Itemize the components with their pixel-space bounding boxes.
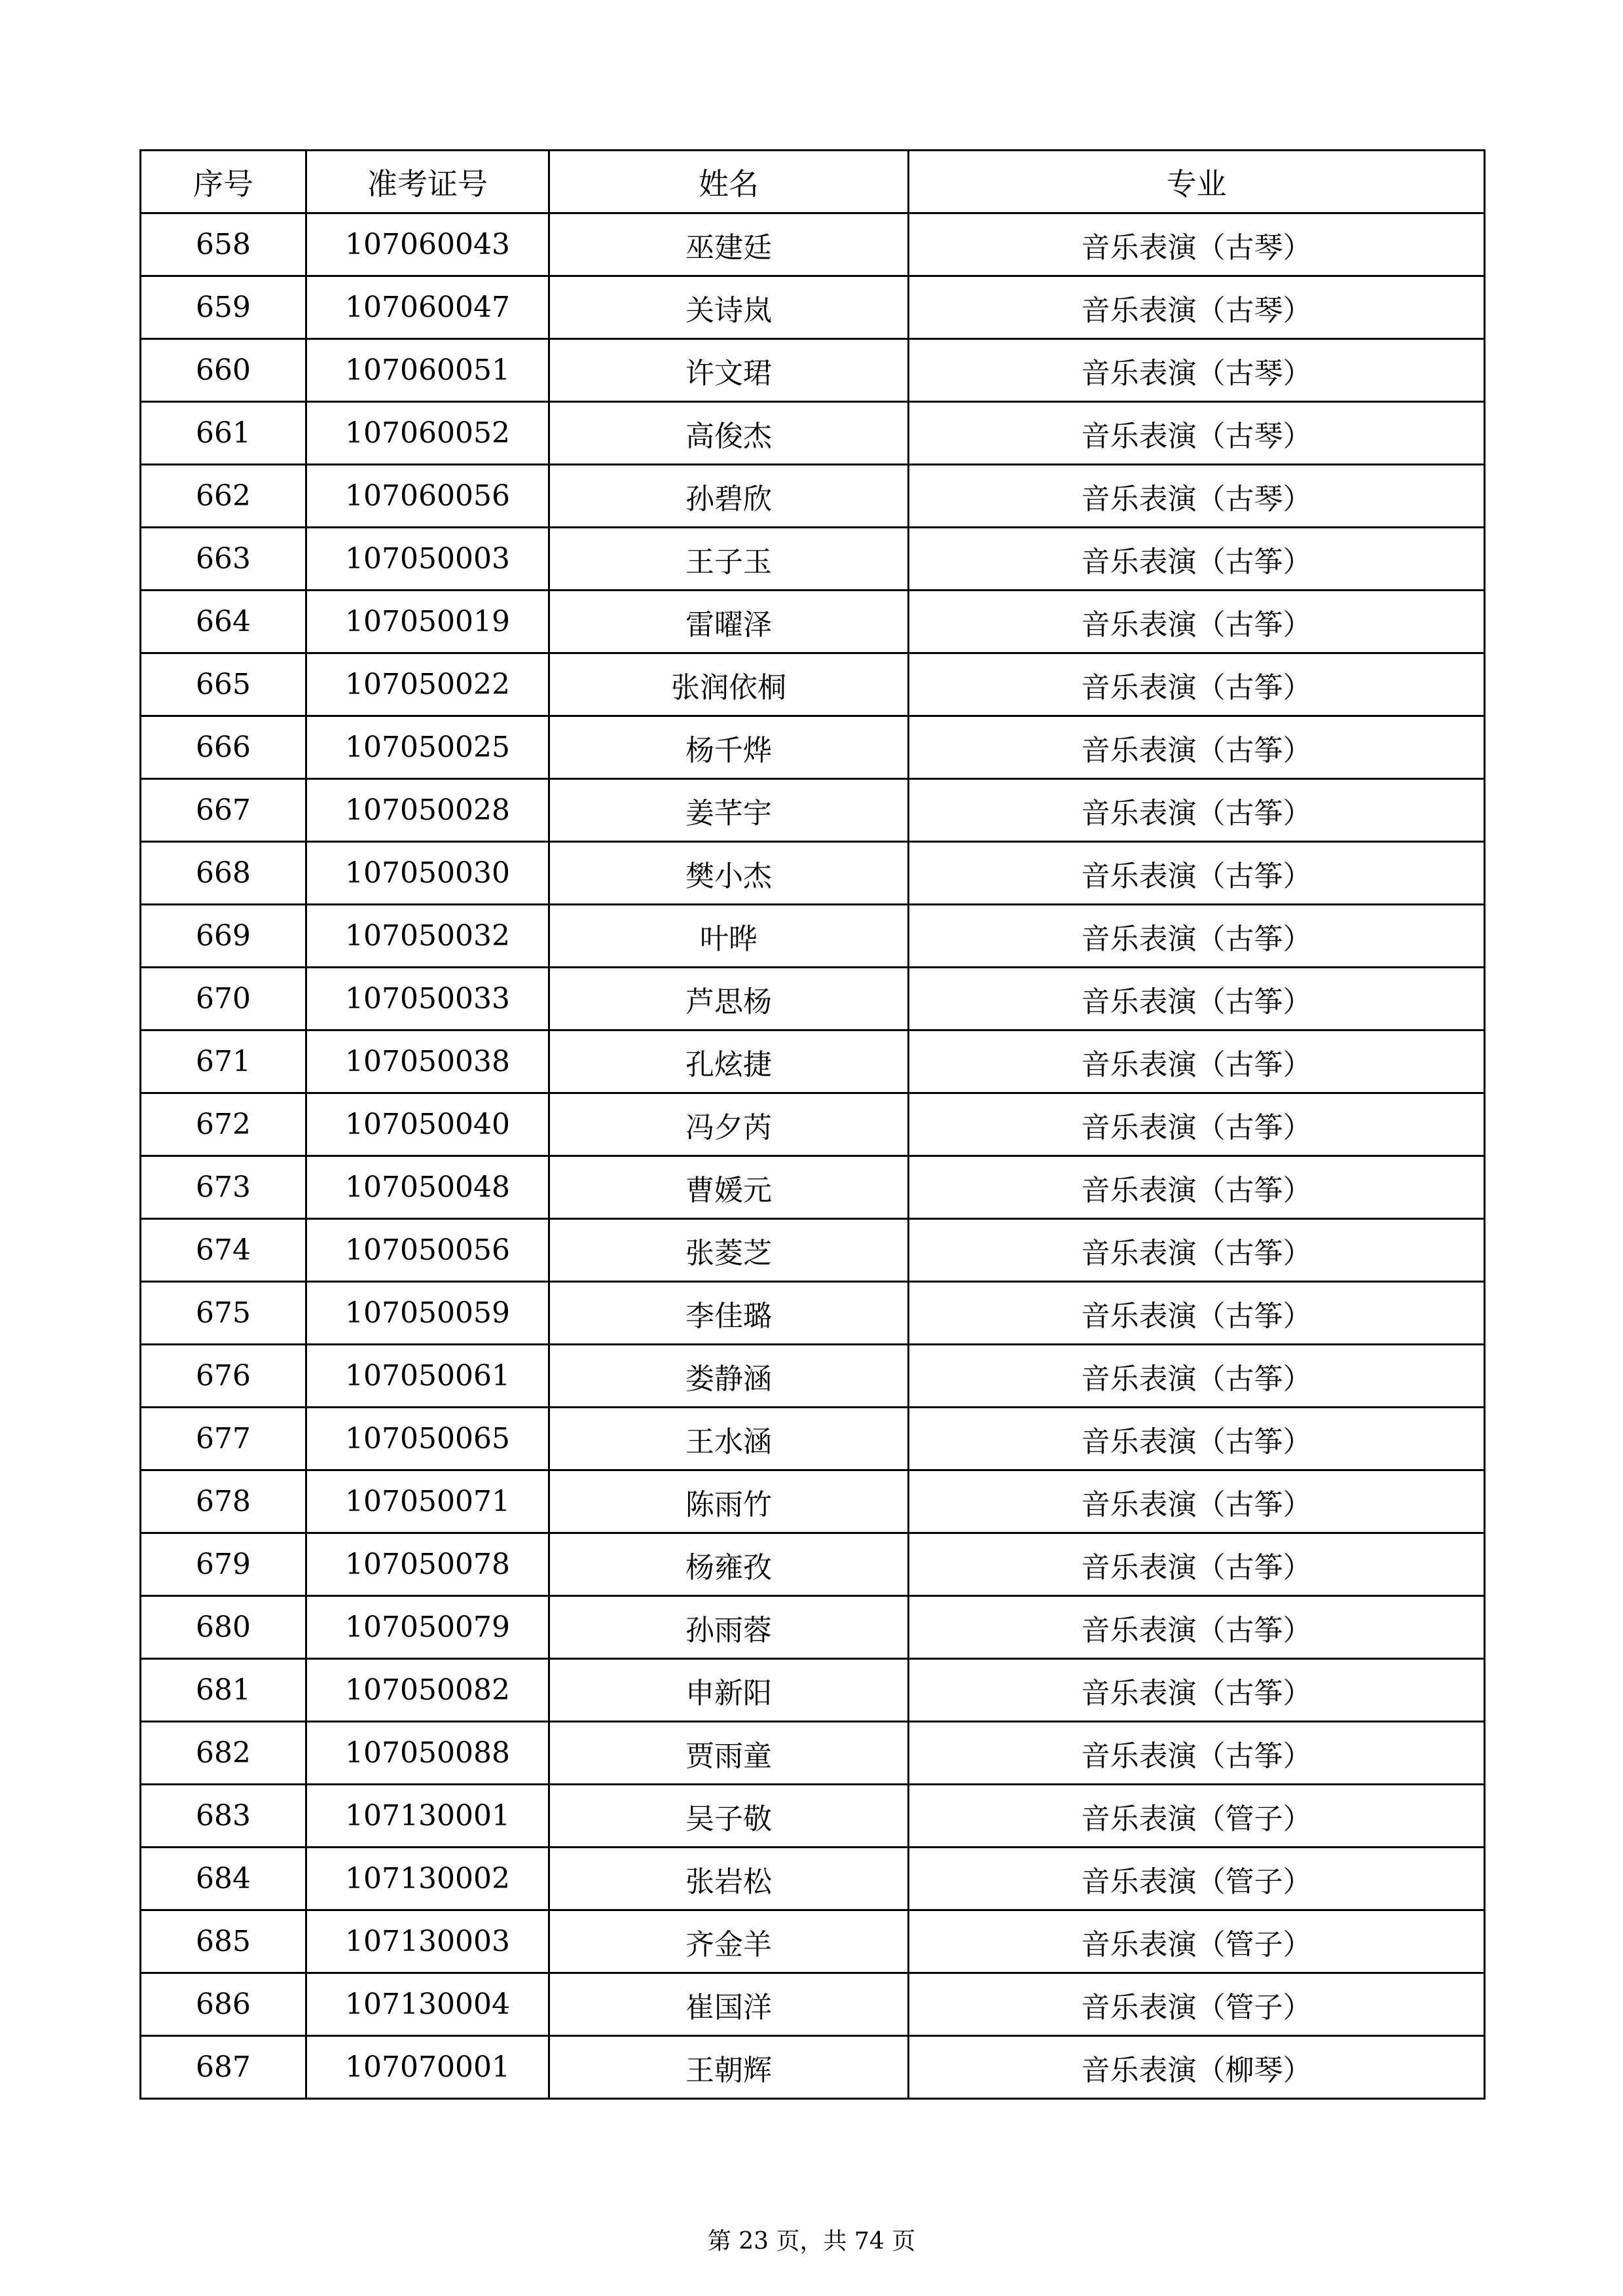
cell-seq: 682 [141, 1722, 306, 1785]
table-row [141, 1345, 1485, 1408]
page-number-footer: 第 23 页，共 74 页 [707, 2228, 916, 2255]
cell-major: 音乐表演（柳琴） [909, 2036, 1485, 2099]
cell-exam-id: 107050078 [306, 1533, 549, 1596]
cell-name: 雷曜泽 [549, 591, 909, 653]
cell-exam-id: 107050061 [306, 1345, 549, 1408]
cell-major: 音乐表演（古筝） [909, 905, 1485, 968]
cell-exam-id: 107050028 [306, 779, 549, 842]
cell-exam-id: 107060047 [306, 276, 549, 339]
cell-name: 娄静涵 [549, 1345, 909, 1408]
cell-major: 音乐表演（古筝） [909, 591, 1485, 653]
cell-name: 陈雨竹 [549, 1470, 909, 1533]
cell-major: 音乐表演（古琴） [909, 339, 1485, 402]
table-row [141, 1408, 1485, 1470]
cell-name: 张岩松 [549, 1848, 909, 1910]
cell-major: 音乐表演（古筝） [909, 1093, 1485, 1156]
cell-seq: 672 [141, 1093, 306, 1156]
cell-exam-id: 107050033 [306, 968, 549, 1030]
cell-seq: 673 [141, 1156, 306, 1219]
cell-major: 音乐表演（古筝） [909, 1345, 1485, 1408]
table-row [141, 842, 1485, 905]
header-name: 姓名 [549, 151, 909, 213]
cell-exam-id: 107060056 [306, 465, 549, 528]
cell-name: 冯夕芮 [549, 1093, 909, 1156]
cell-name: 高俊杰 [549, 402, 909, 465]
header-major: 专业 [909, 151, 1485, 213]
cell-exam-id: 107060052 [306, 402, 549, 465]
cell-seq: 687 [141, 2036, 306, 2099]
cell-name: 张润依桐 [549, 653, 909, 716]
cell-seq: 680 [141, 1596, 306, 1659]
cell-major: 音乐表演（管子） [909, 1910, 1485, 1973]
cell-name: 樊小杰 [549, 842, 909, 905]
table-row [141, 2036, 1485, 2099]
cell-name: 芦思杨 [549, 968, 909, 1030]
cell-exam-id: 107050059 [306, 1282, 549, 1345]
table-row [141, 213, 1485, 276]
cell-seq: 674 [141, 1219, 306, 1282]
cell-name: 杨雍孜 [549, 1533, 909, 1596]
cell-major: 音乐表演（古筝） [909, 968, 1485, 1030]
cell-name: 关诗岚 [549, 276, 909, 339]
cell-name: 孙碧欣 [549, 465, 909, 528]
cell-seq: 685 [141, 1910, 306, 1973]
table-row [141, 339, 1485, 402]
cell-seq: 661 [141, 402, 306, 465]
cell-exam-id: 107060051 [306, 339, 549, 402]
cell-seq: 683 [141, 1785, 306, 1848]
cell-exam-id: 107050056 [306, 1219, 549, 1282]
cell-seq: 667 [141, 779, 306, 842]
cell-major: 音乐表演（古琴） [909, 465, 1485, 528]
cell-name: 叶晔 [549, 905, 909, 968]
cell-seq: 686 [141, 1973, 306, 2036]
cell-major: 音乐表演（古筝） [909, 1722, 1485, 1785]
cell-exam-id: 107050003 [306, 528, 549, 591]
cell-seq: 658 [141, 213, 306, 276]
table-row [141, 1722, 1485, 1785]
table-body [141, 213, 1485, 2099]
cell-major: 音乐表演（古筝） [909, 1596, 1485, 1659]
cell-major: 音乐表演（古筝） [909, 1659, 1485, 1722]
cell-name: 姜芊宇 [549, 779, 909, 842]
cell-major: 音乐表演（古筝） [909, 1282, 1485, 1345]
cell-exam-id: 107050048 [306, 1156, 549, 1219]
cell-exam-id: 107050025 [306, 716, 549, 779]
cell-seq: 659 [141, 276, 306, 339]
cell-seq: 671 [141, 1030, 306, 1093]
cell-major: 音乐表演（古筝） [909, 1533, 1485, 1596]
table-row [141, 1910, 1485, 1973]
table-row [141, 1848, 1485, 1910]
cell-seq: 681 [141, 1659, 306, 1722]
table-row [141, 968, 1485, 1030]
cell-major: 音乐表演（古琴） [909, 276, 1485, 339]
table-row [141, 465, 1485, 528]
cell-seq: 679 [141, 1533, 306, 1596]
cell-major: 音乐表演（古筝） [909, 1470, 1485, 1533]
cell-exam-id: 107050040 [306, 1093, 549, 1156]
cell-name: 王水涵 [549, 1408, 909, 1470]
cell-name: 王朝辉 [549, 2036, 909, 2099]
cell-name: 张菱芝 [549, 1219, 909, 1282]
cell-seq: 678 [141, 1470, 306, 1533]
cell-name: 崔国洋 [549, 1973, 909, 2036]
cell-seq: 665 [141, 653, 306, 716]
cell-major: 音乐表演（古筝） [909, 1030, 1485, 1093]
cell-major: 音乐表演（古筝） [909, 1219, 1485, 1282]
cell-major: 音乐表演（管子） [909, 1848, 1485, 1910]
cell-seq: 675 [141, 1282, 306, 1345]
cell-exam-id: 107130004 [306, 1973, 549, 2036]
table-row [141, 1156, 1485, 1219]
cell-major: 音乐表演（古筝） [909, 528, 1485, 591]
table-row [141, 653, 1485, 716]
cell-name: 吴子敬 [549, 1785, 909, 1848]
cell-name: 孙雨蓉 [549, 1596, 909, 1659]
cell-exam-id: 107050038 [306, 1030, 549, 1093]
table-row [141, 1785, 1485, 1848]
cell-seq: 670 [141, 968, 306, 1030]
cell-seq: 677 [141, 1408, 306, 1470]
table-row [141, 591, 1485, 653]
cell-major: 音乐表演（古筝） [909, 716, 1485, 779]
cell-seq: 662 [141, 465, 306, 528]
cell-exam-id: 107050030 [306, 842, 549, 905]
cell-exam-id: 107050065 [306, 1408, 549, 1470]
table-row [141, 276, 1485, 339]
cell-major: 音乐表演（古筝） [909, 1156, 1485, 1219]
cell-exam-id: 107050019 [306, 591, 549, 653]
header-row [141, 151, 1485, 213]
cell-major: 音乐表演（古琴） [909, 402, 1485, 465]
cell-seq: 663 [141, 528, 306, 591]
cell-major: 音乐表演（管子） [909, 1973, 1485, 2036]
cell-major: 音乐表演（古筝） [909, 779, 1485, 842]
cell-exam-id: 107050079 [306, 1596, 549, 1659]
table-row [141, 905, 1485, 968]
table-row [141, 1030, 1485, 1093]
cell-name: 杨千烨 [549, 716, 909, 779]
table-row [141, 1093, 1485, 1156]
table-row [141, 1282, 1485, 1345]
cell-major: 音乐表演（古琴） [909, 213, 1485, 276]
header-exam-id: 准考证号 [306, 151, 549, 213]
cell-seq: 684 [141, 1848, 306, 1910]
cell-seq: 676 [141, 1345, 306, 1408]
admission-roster-table [139, 149, 1486, 2100]
cell-exam-id: 107060043 [306, 213, 549, 276]
cell-major: 音乐表演（管子） [909, 1785, 1485, 1848]
table-row [141, 1659, 1485, 1722]
cell-name: 齐金羊 [549, 1910, 909, 1973]
cell-major: 音乐表演（古筝） [909, 653, 1485, 716]
table-row [141, 402, 1485, 465]
cell-exam-id: 107130003 [306, 1910, 549, 1973]
cell-exam-id: 107050022 [306, 653, 549, 716]
cell-name: 孔炫捷 [549, 1030, 909, 1093]
cell-name: 申新阳 [549, 1659, 909, 1722]
cell-seq: 666 [141, 716, 306, 779]
table-row [141, 1596, 1485, 1659]
cell-major: 音乐表演（古筝） [909, 842, 1485, 905]
table-row [141, 779, 1485, 842]
cell-seq: 660 [141, 339, 306, 402]
cell-exam-id: 107070001 [306, 2036, 549, 2099]
cell-exam-id: 107130001 [306, 1785, 549, 1848]
cell-name: 许文珺 [549, 339, 909, 402]
cell-major: 音乐表演（古筝） [909, 1408, 1485, 1470]
cell-seq: 664 [141, 591, 306, 653]
cell-exam-id: 107130002 [306, 1848, 549, 1910]
table-row [141, 1533, 1485, 1596]
cell-name: 巫建廷 [549, 213, 909, 276]
table-header [141, 151, 1485, 213]
cell-seq: 669 [141, 905, 306, 968]
cell-exam-id: 107050088 [306, 1722, 549, 1785]
table-row [141, 1219, 1485, 1282]
table-row [141, 716, 1485, 779]
table-row [141, 1973, 1485, 2036]
cell-name: 曹媛元 [549, 1156, 909, 1219]
cell-name: 李佳璐 [549, 1282, 909, 1345]
cell-exam-id: 107050071 [306, 1470, 549, 1533]
header-seq: 序号 [141, 151, 306, 213]
cell-name: 王子玉 [549, 528, 909, 591]
cell-seq: 668 [141, 842, 306, 905]
cell-name: 贾雨童 [549, 1722, 909, 1785]
table-row [141, 528, 1485, 591]
cell-exam-id: 107050082 [306, 1659, 549, 1722]
table-row [141, 1470, 1485, 1533]
cell-exam-id: 107050032 [306, 905, 549, 968]
